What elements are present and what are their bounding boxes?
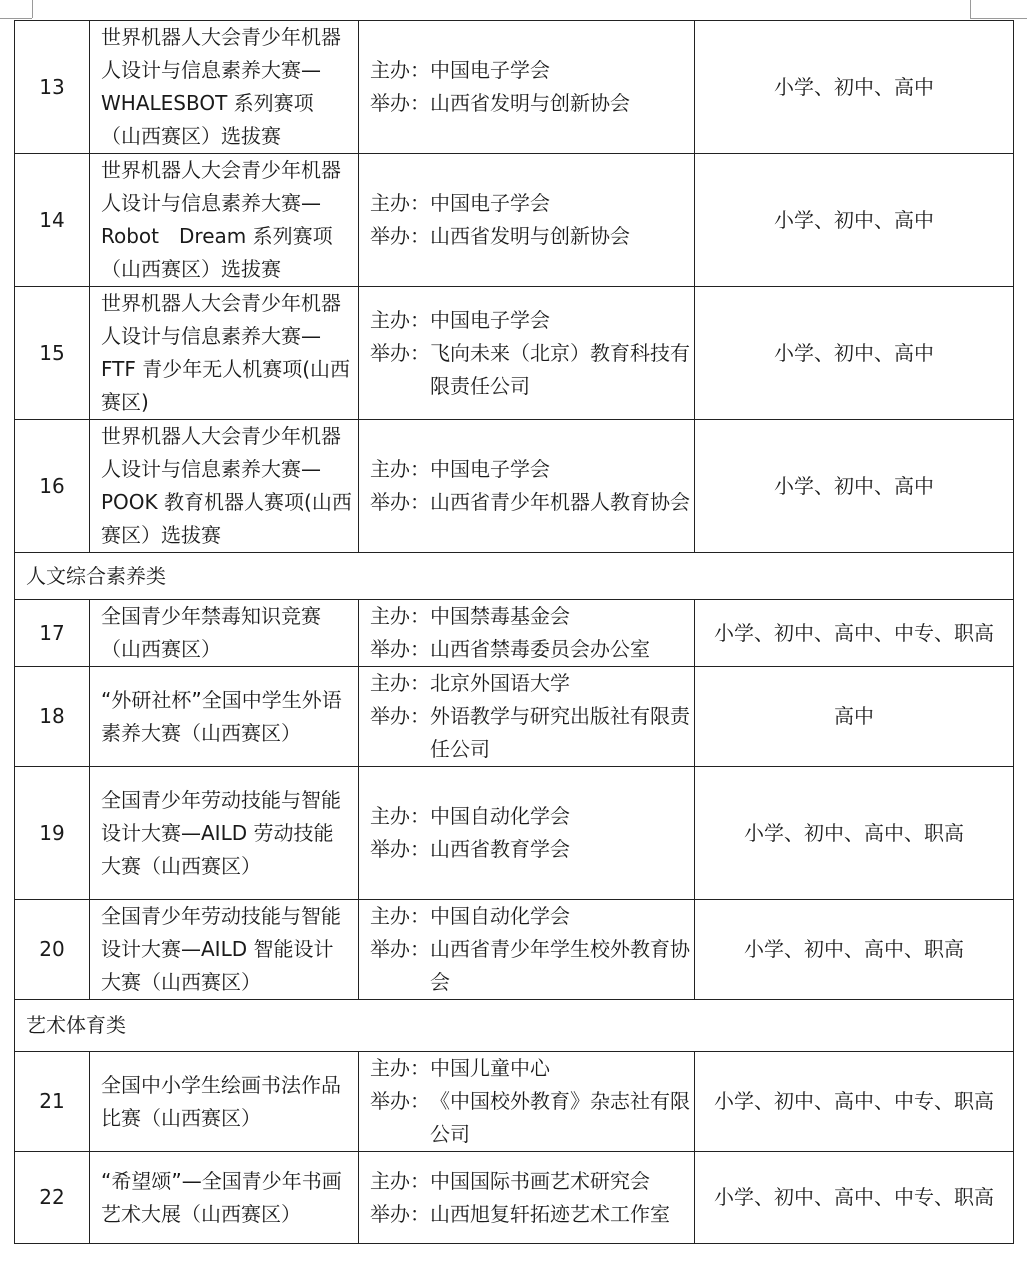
table-row [15, 1152, 1014, 1244]
competition-name: 全国中小学生绘画书法作品比赛（山西赛区） [90, 1052, 359, 1152]
host-line [370, 1165, 690, 1198]
host-value: 中国儿童中心 [430, 1056, 550, 1080]
grade-levels: 小学、初中、高中 [695, 287, 1014, 420]
host-line [370, 800, 690, 833]
organizer-line [370, 1198, 690, 1231]
grade-levels: 小学、初中、高中、中专、职高 [695, 1152, 1014, 1244]
competition-name: “外研社杯”全国中学生外语素养大赛（山西赛区） [90, 667, 359, 767]
competition-name: 世界机器人大会青少年机器人设计与信息素养大赛—FTF 青少年无人机赛项(山西赛区) [90, 287, 359, 420]
table-row [15, 21, 1014, 154]
organizers-cell [359, 667, 695, 767]
host-line [370, 187, 690, 220]
organizer-line [370, 933, 690, 999]
row-number: 19 [15, 767, 90, 900]
organizer-label: 举办： [370, 704, 430, 728]
organizer-value: 外语教学与研究出版社有限责任公司 [430, 704, 690, 761]
organizer-line [370, 833, 690, 866]
table-row [15, 154, 1014, 287]
competition-table [14, 20, 1014, 1244]
organizers-cell [359, 1152, 695, 1244]
organizer-value: 山西省禁毒委员会办公室 [430, 637, 650, 661]
host-label: 主办： [370, 904, 430, 928]
row-number: 17 [15, 600, 90, 667]
organizer-label: 举办： [370, 490, 430, 514]
organizer-line [370, 87, 690, 120]
host-value: 中国自动化学会 [430, 804, 570, 828]
table-row [15, 600, 1014, 667]
host-label: 主办： [370, 307, 430, 332]
row-number: 15 [15, 287, 90, 420]
table-row [15, 1052, 1014, 1152]
organizer-line [370, 700, 690, 766]
organizers-cell [359, 1052, 695, 1152]
grade-levels: 小学、初中、高中、职高 [695, 900, 1014, 1000]
host-value: 中国电子学会 [430, 191, 550, 215]
organizers-cell [359, 600, 695, 667]
organizers-cell [359, 154, 695, 287]
host-label: 主办： [370, 1056, 430, 1080]
competition-name: 世界机器人大会青少年机器人设计与信息素养大赛—POOK 教育机器人赛项(山西赛区）选拔赛 [90, 420, 359, 553]
competition-name: 全国青少年劳动技能与智能设计大赛—AILD 劳动技能大赛（山西赛区） [90, 767, 359, 900]
host-line [370, 600, 690, 633]
organizers-cell [359, 287, 695, 420]
host-value: 中国国际书画艺术研究会 [430, 1168, 650, 1193]
organizer-value: 《中国校外教育》杂志社有限公司 [430, 1089, 690, 1146]
host-value: 中国电子学会 [430, 307, 550, 332]
competition-name: 世界机器人大会青少年机器人设计与信息素养大赛—WHALESBOT 系列赛项（山西赛区）选拔赛 [90, 21, 359, 154]
organizer-value: 山西省发明与创新协会 [430, 91, 630, 115]
host-value: 中国禁毒基金会 [430, 604, 570, 628]
host-label: 主办： [370, 191, 430, 215]
organizer-value: 山西省青少年学生校外教育协会 [430, 937, 690, 994]
host-line [370, 54, 690, 87]
host-line [370, 1052, 690, 1085]
competition-name: 全国青少年劳动技能与智能设计大赛—AILD 智能设计大赛（山西赛区） [90, 900, 359, 1000]
category-label: 人文综合素养类 [15, 553, 1014, 600]
host-value: 北京外国语大学 [430, 671, 570, 695]
grade-levels: 小学、初中、高中 [695, 154, 1014, 287]
organizer-label: 举办： [370, 340, 430, 365]
organizer-line [370, 486, 690, 519]
host-value: 中国自动化学会 [430, 904, 570, 928]
row-number: 16 [15, 420, 90, 553]
host-label: 主办： [370, 604, 430, 628]
table-row [15, 900, 1014, 1000]
organizer-label: 举办： [370, 224, 430, 248]
competition-name: “希望颂”—全国青少年书画艺术大展（山西赛区） [90, 1152, 359, 1244]
organizer-line [370, 633, 690, 666]
host-line [370, 900, 690, 933]
grade-levels: 小学、初中、高中、中专、职高 [695, 1052, 1014, 1152]
competition-table-body [15, 21, 1014, 1244]
row-number: 22 [15, 1152, 90, 1244]
page-corner-mark-right [970, 0, 971, 18]
organizers-cell [359, 21, 695, 154]
competition-name: 世界机器人大会青少年机器人设计与信息素养大赛—Robot Dream 系列赛项（山西赛区）选拔赛 [90, 154, 359, 287]
host-line [370, 453, 690, 486]
organizer-value: 山西旭复轩拓迹艺术工作室 [430, 1201, 670, 1226]
host-label: 主办： [370, 671, 430, 695]
category-row [15, 1000, 1014, 1052]
page-corner-mark-left-h [0, 18, 32, 19]
organizer-line [370, 220, 690, 253]
page-corner-mark-left [32, 0, 33, 18]
organizer-line [370, 1085, 690, 1151]
organizers-cell [359, 420, 695, 553]
table-row [15, 667, 1014, 767]
organizers-cell [359, 767, 695, 900]
host-label: 主办： [370, 58, 430, 82]
organizer-value: 山西省教育学会 [430, 837, 570, 861]
organizer-label: 举办： [370, 637, 430, 661]
table-row [15, 420, 1014, 553]
competition-name: 全国青少年禁毒知识竞赛（山西赛区） [90, 600, 359, 667]
organizer-label: 举办： [370, 937, 430, 961]
table-row [15, 287, 1014, 420]
row-number: 18 [15, 667, 90, 767]
host-label: 主办： [370, 1168, 430, 1193]
organizer-value: 飞向未来（北京）教育科技有限责任公司 [430, 340, 690, 398]
organizers-cell [359, 900, 695, 1000]
organizer-line [370, 337, 690, 403]
organizer-label: 举办： [370, 91, 430, 115]
page-corner-mark-right-h [970, 18, 1027, 19]
grade-levels: 小学、初中、高中 [695, 420, 1014, 553]
table-row [15, 767, 1014, 900]
grade-levels: 小学、初中、高中、中专、职高 [695, 600, 1014, 667]
host-label: 主办： [370, 804, 430, 828]
host-value: 中国电子学会 [430, 58, 550, 82]
grade-levels: 小学、初中、高中 [695, 21, 1014, 154]
row-number: 13 [15, 21, 90, 154]
organizer-label: 举办： [370, 837, 430, 861]
organizer-value: 山西省发明与创新协会 [430, 224, 630, 248]
category-label: 艺术体育类 [15, 1000, 1014, 1052]
host-value: 中国电子学会 [430, 457, 550, 481]
row-number: 14 [15, 154, 90, 287]
row-number: 20 [15, 900, 90, 1000]
host-line [370, 667, 690, 700]
category-row [15, 553, 1014, 600]
organizer-label: 举办： [370, 1089, 430, 1113]
organizer-value: 山西省青少年机器人教育协会 [430, 490, 690, 514]
grade-levels: 高中 [695, 667, 1014, 767]
organizer-label: 举办： [370, 1201, 430, 1226]
host-label: 主办： [370, 457, 430, 481]
host-line [370, 304, 690, 337]
grade-levels: 小学、初中、高中、职高 [695, 767, 1014, 900]
row-number: 21 [15, 1052, 90, 1152]
